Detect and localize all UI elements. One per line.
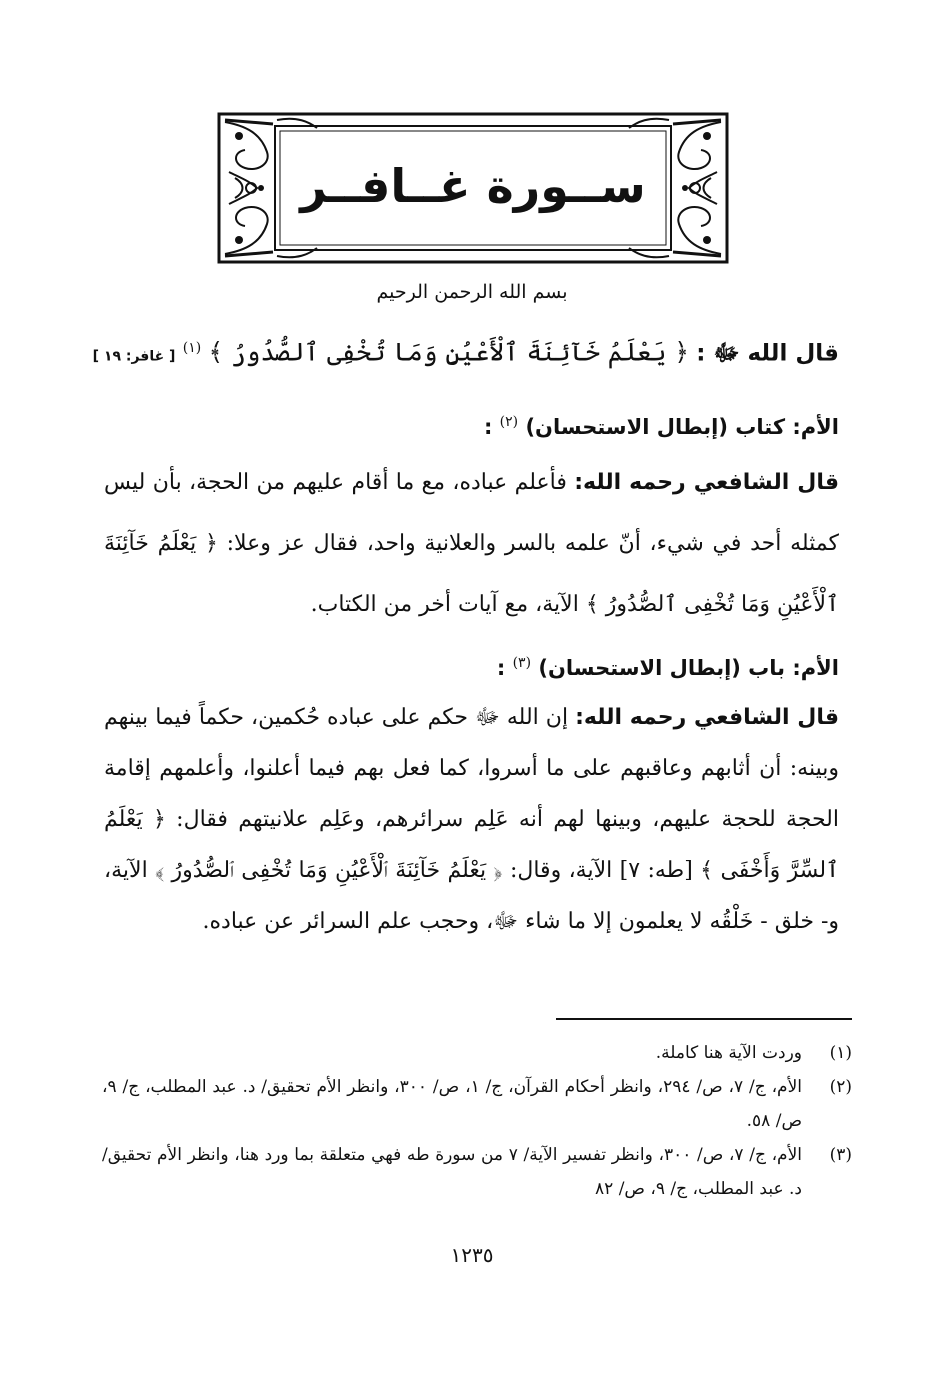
verse-text: ﴿ يَعْلَمُ خَآئِنَةَ ٱلْأَعْيُنِ وَمَا تُخْفِى ٱلصُّدُورُ ﴾ [208,337,689,367]
footnotes [102,1036,852,1206]
basmala: بسم الله الرحمن الرحيم [376,281,568,303]
verse-line [92,326,839,379]
section-2-paragraph [104,692,839,947]
section-2-heading-text: الأم: باب (إبطال الاستحسان) [538,656,839,680]
section-2-speaker: قال الشافعي رحمه الله: [575,705,839,730]
verse-reference: [ غافر: ١٩ ] [92,348,176,365]
section-1-body: فأعلم عباده، مع ما أقام عليهم من الحجة، بأن ليس كمثله أحد في شيء، أنّ علمه بالسر والعلانية واحد، فقال عز وعلا: ﴿ يَعْلَمُ خَآئِنَةَ ٱلْأَعْيُنِ وَمَا تُخْفِى ٱلصُّدُورُ ﴾ الآية، مع آيات أخر من الكتاب. [104,470,839,617]
footnote-marker-3: (٣) [512,655,532,671]
section-1-paragraph [104,452,839,635]
footnote-number: (١) [829,1043,852,1063]
footnote-text: وردت الآية هنا كاملة. [655,1043,802,1063]
footnote-number: (٣) [829,1145,852,1165]
footnote-separator [556,1018,852,1020]
footnote-text: الأم، ج/ ٧، ص/ ٣٠٠، وانظر تفسير الآية/ ٧ من سورة طه فهي متعلقة بما ورد هنا، وانظر الأم تحقيق/ د. عبد المطلب، ج/ ٩، ص/ ٨٢ [102,1145,803,1199]
section-2-heading-colon: : [496,656,506,680]
verse-intro: قال الله ﷻ : [696,340,839,367]
footnote-marker-1: (١) [182,340,202,356]
footnote-1 [102,1036,852,1070]
section-1-heading-colon: : [483,415,493,439]
page-number: ١٢٣٥ [450,1243,494,1267]
section-2-heading [497,645,839,686]
section-2-body: إن الله ﷻ حكم على عباده حُكمين، حكماً فيما بينهم وبينه: أن أثابهم وعاقبهم على ما أسروا، كما فعل بهم فيما أعلنوا، وأعلمهم إقامة الحجة للحجة عليهم، وبينها لهم أنه عَلِم سرائرهم، وعَلِم علانيتهم فقال: ﴿ يَعْلَمُ ٱلسِّرَّ وَأَخْفَى ﴾ [طه: ٧] الآية، وقال: ﴿ يَعْلَمُ خَآئِنَةَ ٱلْأَعْيُنِ وَمَا تُخْفِى ٱلصُّدُورُ ﴾ الآية، و- خلق - خَلْقُه لا يعلمون إلا ما شاء ﷻ، وحجب علم السرائر عن عباده. [104,705,840,934]
surah-title: ســورة غــافــر [300,159,646,213]
surah-title-frame [217,112,729,264]
footnote-marker-2: (٢) [499,414,519,430]
footnote-text: الأم، ج/ ٧، ص/ ٢٩٤، وانظر أحكام القرآن، ج/ ١، ص/ ٣٠٠، وانظر الأم تحقيق/ د. عبد المطلب، ج/ ٩، ص/ ٥٨. [102,1077,802,1131]
section-1-speaker: قال الشافعي رحمه الله: [574,470,839,495]
footnote-3 [102,1138,852,1206]
section-1-heading-text: الأم: كتاب (إبطال الاستحسان) [525,415,839,439]
section-1-heading [484,404,839,445]
footnote-2 [102,1070,852,1138]
footnote-number: (٢) [829,1077,852,1097]
